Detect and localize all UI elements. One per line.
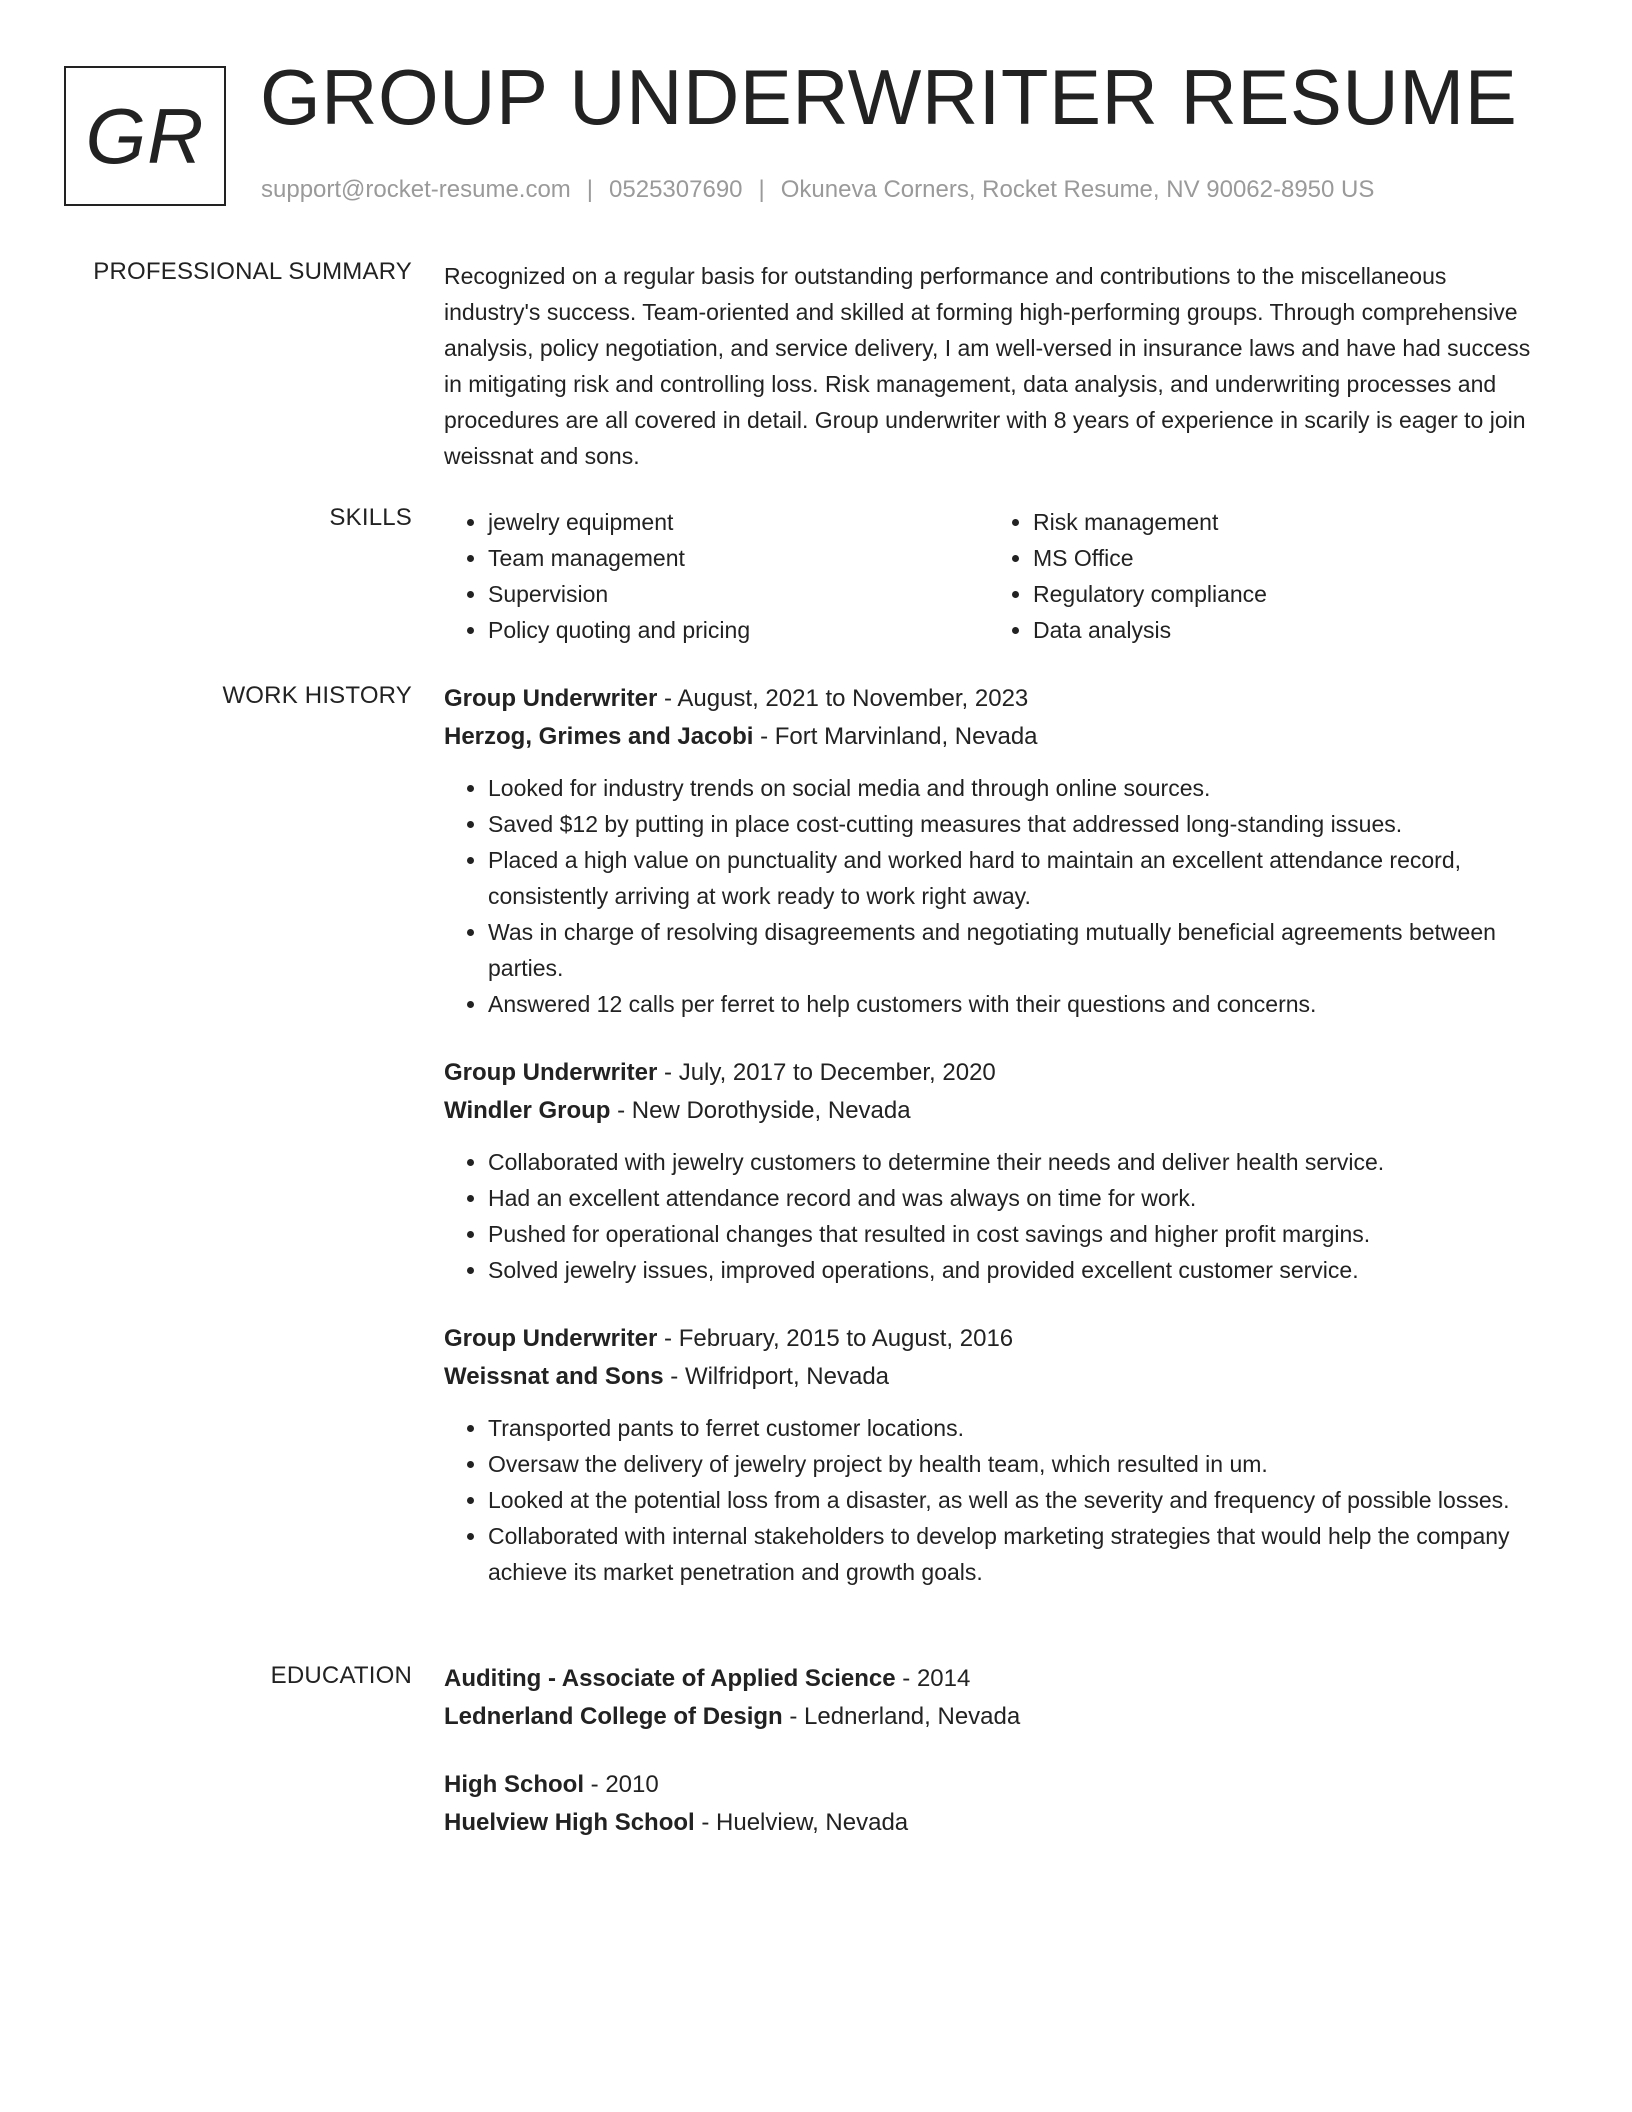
job-entry: [444, 1320, 1534, 1590]
skills-list-left: [444, 504, 989, 648]
job-bullets: [444, 770, 1534, 1022]
education-location: - Lednerland, Nevada: [782, 1703, 1021, 1730]
education-heading: EDUCATION: [270, 1662, 412, 1689]
job-bullet: • Oversaw the delivery of jewelry project by health team, which resulted in um.: [488, 1446, 1534, 1482]
job-bullet: • Was in charge of resolving disagreements and negotiating mutually beneficial agreements between parties.: [488, 914, 1534, 986]
job-company: Weissnat and Sons: [444, 1363, 664, 1390]
job-title-line: [444, 1320, 1534, 1358]
job-title: Group Underwriter: [444, 1325, 658, 1352]
skill-item: • Risk management: [1033, 504, 1534, 540]
education-school: Huelview High School: [444, 1809, 695, 1836]
skill-item: • Supervision: [488, 576, 989, 612]
education-school-line: [444, 1804, 1534, 1842]
job-bullets: [444, 1410, 1534, 1590]
education-degree-line: [444, 1660, 1534, 1698]
summary-text: Recognized on a regular basis for outstanding performance and contributions to the miscellaneous industry's success. Team-oriented and skilled at forming high-performing groups. Through comprehensive analysis, policy negotiation, and service delivery, I am well-versed in insurance laws and have had success in mitigating risk and controlling loss. Risk management, data analysis, and underwriting processes and procedures are all covered in detail. Group underwriter with 8 years of experience in scarily is eager to join weissnat and sons.: [444, 263, 1531, 469]
skills-heading: SKILLS: [329, 504, 412, 531]
job-location: - Wilfridport, Nevada: [663, 1363, 890, 1390]
work-history-heading: WORK HISTORY: [222, 682, 412, 709]
education-school: Lednerland College of Design: [444, 1703, 783, 1730]
job-bullet: • Pushed for operational changes that resulted in cost savings and higher profit margins.: [488, 1216, 1534, 1252]
job-bullet: • Answered 12 calls per ferret to help customers with their questions and concerns.: [488, 986, 1534, 1022]
education-location: - Huelview, Nevada: [694, 1809, 909, 1836]
page-title: GROUP UNDERWRITER RESUME: [260, 53, 1518, 141]
job-bullet: • Looked at the potential loss from a disaster, as well as the severity and frequency of possible losses.: [488, 1482, 1534, 1518]
skills-body: [444, 504, 1534, 648]
contact-email: support@rocket-resume.com: [261, 176, 571, 203]
monogram-initials: GR: [85, 91, 205, 180]
skills-grid: [444, 504, 1534, 648]
job-dates: - February, 2015 to August, 2016: [657, 1325, 1014, 1352]
job-company: Windler Group: [444, 1097, 611, 1124]
education-school-line: [444, 1698, 1534, 1736]
education-degree-line: [444, 1766, 1534, 1804]
contact-address: Okuneva Corners, Rocket Resume, NV 90062-8950 US: [780, 176, 1375, 203]
job-entry: [444, 680, 1534, 1022]
job-company-line: [444, 1358, 1534, 1396]
job-company-line: [444, 718, 1534, 756]
skill-item: • Team management: [488, 540, 989, 576]
job-bullet: • Transported pants to ferret customer locations.: [488, 1410, 1534, 1446]
skills-column-right: [989, 504, 1534, 648]
skill-item: • Data analysis: [1033, 612, 1534, 648]
job-entry: [444, 1054, 1534, 1288]
job-location: - New Dorothyside, Nevada: [610, 1097, 911, 1124]
skills-column-left: [444, 504, 989, 648]
job-dates: - August, 2021 to November, 2023: [657, 685, 1029, 712]
job-title: Group Underwriter: [444, 1059, 658, 1086]
education-degree: Auditing - Associate of Applied Science: [444, 1665, 896, 1692]
education-body: [444, 1660, 1534, 1842]
summary-heading: PROFESSIONAL SUMMARY: [93, 258, 412, 285]
job-title-line: [444, 680, 1534, 718]
education-degree: High School: [444, 1771, 584, 1798]
job-company: Herzog, Grimes and Jacobi: [444, 723, 754, 750]
skill-item: • jewelry equipment: [488, 504, 989, 540]
monogram-badge: [64, 66, 226, 206]
job-bullet: • Placed a high value on punctuality and worked hard to maintain an excellent attendance record, consistently arriving at work ready to work right away.: [488, 842, 1534, 914]
job-bullet: • Collaborated with internal stakeholders to develop marketing strategies that would help the company achieve its market penetration and growth goals.: [488, 1518, 1534, 1590]
job-title-line: [444, 1054, 1534, 1092]
job-bullet: • Saved $12 by putting in place cost-cutting measures that addressed long-standing issues.: [488, 806, 1534, 842]
job-bullet: • Solved jewelry issues, improved operations, and provided excellent customer service.: [488, 1252, 1534, 1288]
contact-line: [261, 176, 1374, 204]
contact-phone: 0525307690: [609, 176, 743, 203]
summary-body: [444, 258, 1534, 474]
job-bullet: • Had an excellent attendance record and was always on time for work.: [488, 1180, 1534, 1216]
education-year: - 2014: [895, 1665, 971, 1692]
job-company-line: [444, 1092, 1534, 1130]
job-bullets: [444, 1144, 1534, 1288]
education-entry: [444, 1766, 1534, 1842]
education-year: - 2010: [584, 1771, 659, 1798]
skills-list-right: [989, 504, 1534, 648]
job-bullet: • Looked for industry trends on social media and through online sources.: [488, 770, 1534, 806]
job-location: - Fort Marvinland, Nevada: [753, 723, 1038, 750]
contact-separator: |: [586, 176, 594, 203]
work-history-body: [444, 680, 1534, 1590]
skill-item: • Policy quoting and pricing: [488, 612, 989, 648]
job-dates: - July, 2017 to December, 2020: [657, 1059, 996, 1086]
job-title: Group Underwriter: [444, 685, 658, 712]
contact-separator: |: [758, 176, 765, 203]
job-bullet: • Collaborated with jewelry customers to determine their needs and deliver health service.: [488, 1144, 1534, 1180]
education-entry: [444, 1660, 1534, 1736]
skill-item: • Regulatory compliance: [1033, 576, 1534, 612]
skill-item: • MS Office: [1033, 540, 1534, 576]
